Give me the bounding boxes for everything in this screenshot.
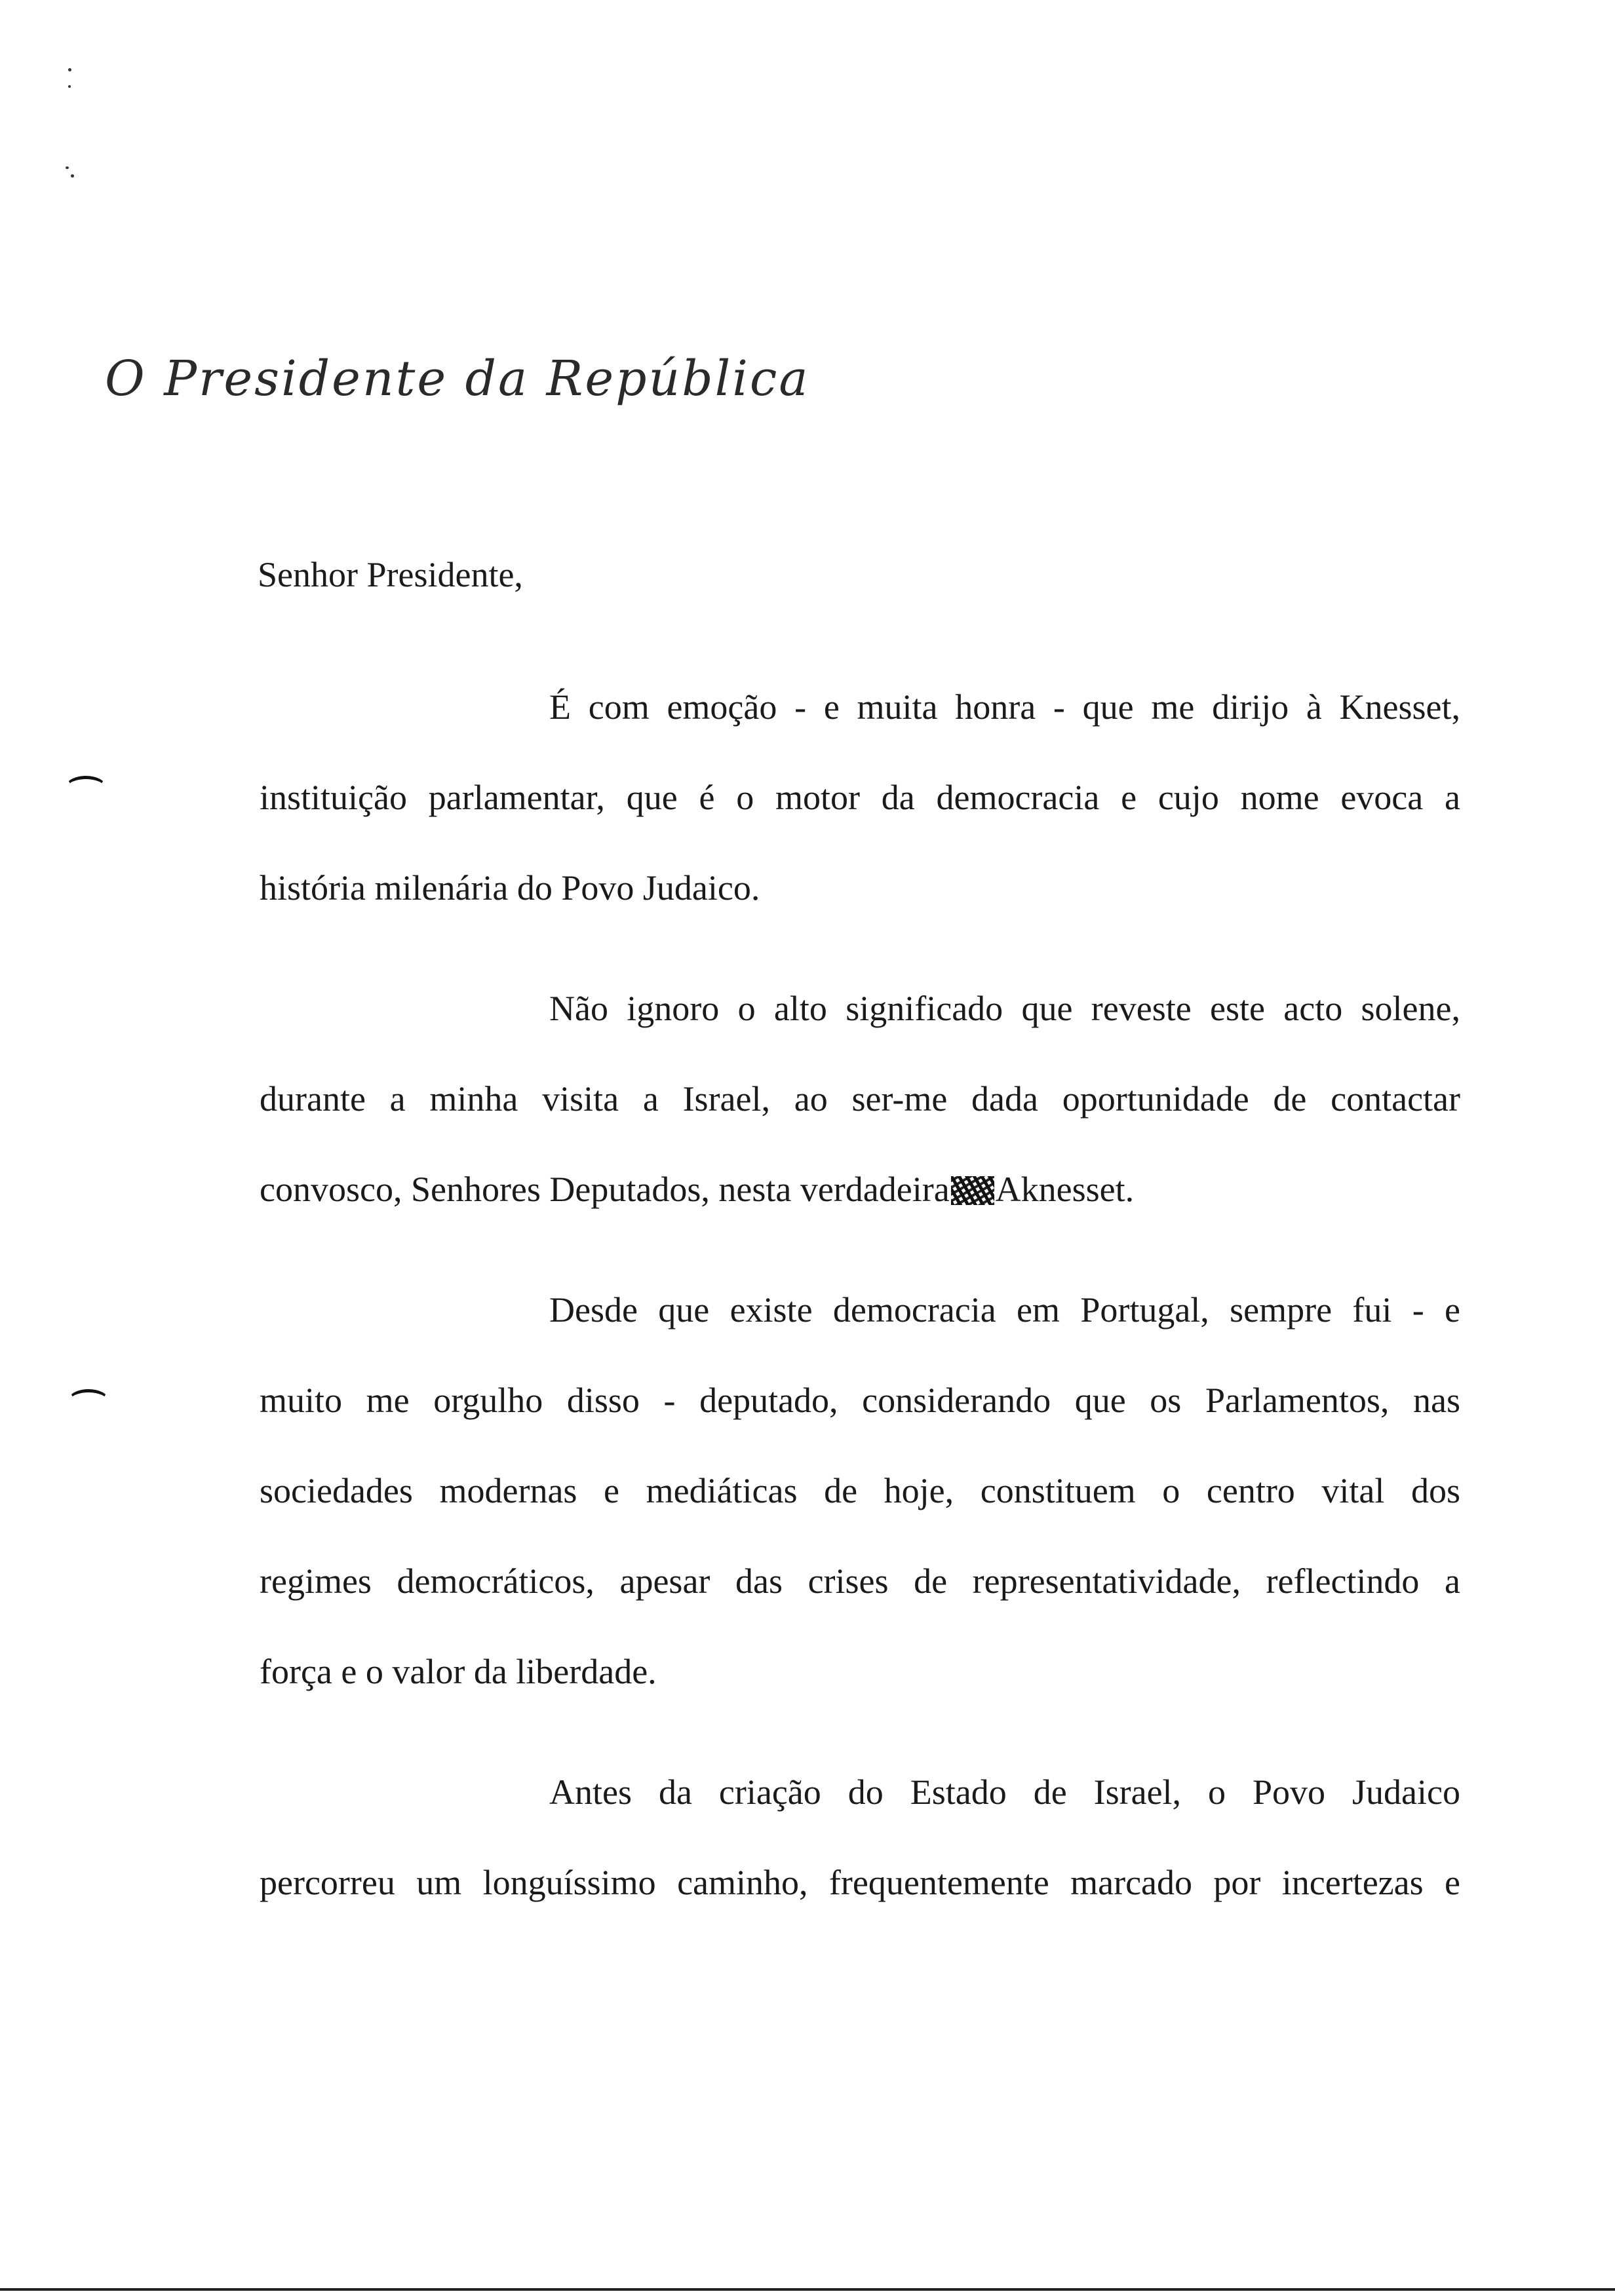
scan-speck [71, 174, 74, 178]
paragraph-1-line-2: instituição parlamentar, que é o motor da democracia e cujo nome evoca a [260, 778, 1460, 817]
paragraph-3-line-1: Desde que existe democracia em Portugal, sempre fui - e [549, 1290, 1460, 1330]
scan-speck [68, 68, 71, 71]
letterhead: O Presidente da República [105, 351, 810, 407]
paragraph-2-line-2: durante a minha visita a Israel, ao ser-me dada oportunidade de contactar [260, 1079, 1460, 1119]
paragraph-2-line-3-text: convosco, Senhores Deputados, nesta verdadeira [260, 1170, 950, 1209]
paragraph-3-line-5: força e o valor da liberdade. [260, 1652, 657, 1691]
paragraph-4-line-2: percorreu um longuíssimo caminho, frequentemente marcado por incertezas e [260, 1863, 1460, 1902]
paragraph-3-line-4: regimes democráticos, apesar das crises de representatividade, reflectindo a [260, 1561, 1460, 1601]
paragraph-1-line-3: história milenária do Povo Judaico. [260, 868, 760, 908]
paragraph-2-line-1: Não ignoro o alto significado que reveste este acto solene, [549, 989, 1460, 1028]
salutation: Senhor Presidente, [258, 555, 523, 594]
paragraph-1-line-1: É com emoção - e muita honra - que me dirijo à Knesset, [549, 687, 1460, 727]
paragraph-2-line-3-end: Aknesset. [995, 1170, 1135, 1209]
paragraph-3-line-2: muito me orgulho disso - deputado, considerando que os Parlamentos, nas [260, 1381, 1460, 1420]
bottom-scan-edge [0, 2288, 1615, 2291]
paragraph-3-line-3: sociedades modernas e mediáticas de hoje, constituem o centro vital dos [260, 1471, 1460, 1510]
scan-speck [68, 85, 71, 88]
margin-arc-mark [68, 1389, 109, 1412]
scan-speck [66, 166, 69, 169]
redaction-mark [951, 1176, 994, 1205]
paragraph-2-line-3 [260, 1172, 1460, 1207]
margin-arc-mark [66, 776, 106, 799]
paragraph-4-line-1: Antes da criação do Estado de Israel, o Povo Judaico [549, 1772, 1460, 1812]
